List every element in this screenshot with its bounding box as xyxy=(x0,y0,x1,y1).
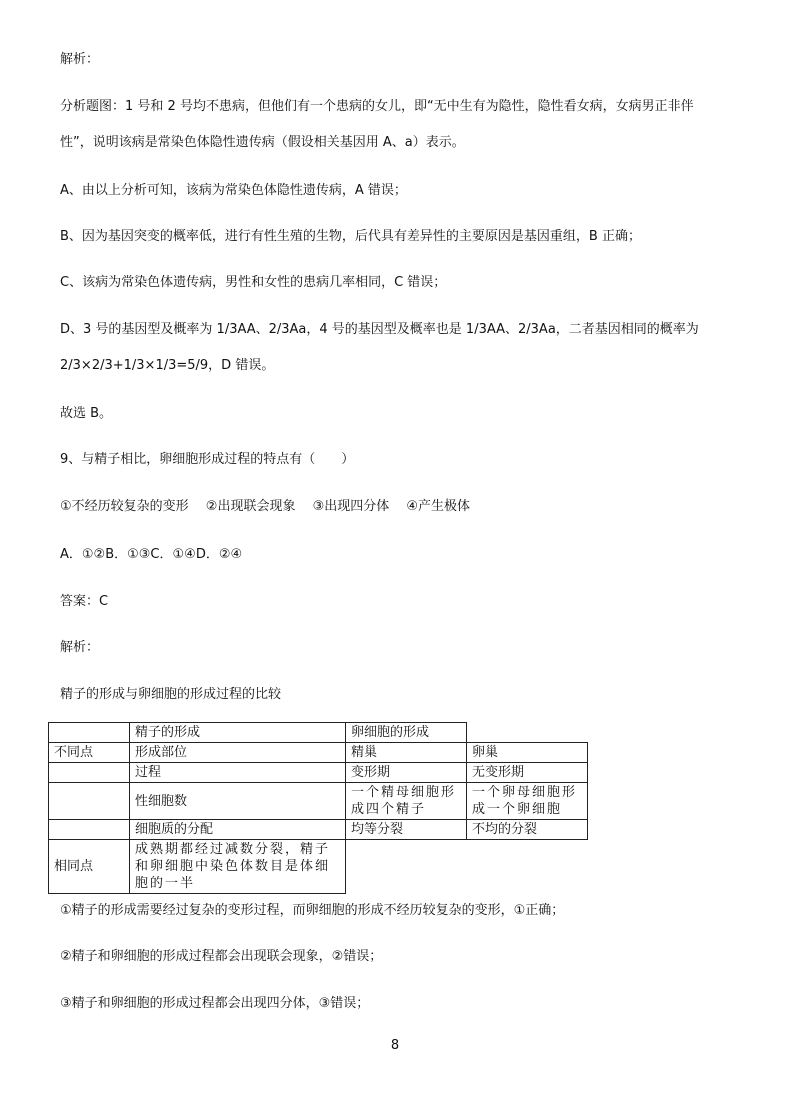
table-cell: 均等分裂 xyxy=(346,820,467,840)
statement-1-analysis: ①精子的形成需要经过复杂的变形过程，而卵细胞的形成不经历较复杂的变形，①正确； xyxy=(60,903,565,918)
option-a-analysis: A、由以上分析可知，该病为常染色体隐性遗传病，A 错误； xyxy=(60,183,407,198)
table-cell xyxy=(49,783,130,820)
table-header-cell: 精子的形成 xyxy=(130,723,346,743)
answer-choice: 故选 B。 xyxy=(60,406,113,421)
table-row xyxy=(49,783,588,820)
question-9-options: A．①②B．①③C．①④D．②④ xyxy=(60,547,243,562)
table-cell: 精巢 xyxy=(346,743,467,763)
table-empty-cell xyxy=(467,840,588,894)
table-cell: 不均的分裂 xyxy=(467,820,588,840)
table-cell xyxy=(49,763,130,783)
table-row xyxy=(49,743,588,763)
table-cell: 性细胞数 xyxy=(130,783,346,820)
table-header-cell: 卵细胞的形成 xyxy=(346,723,467,743)
page-number: 8 xyxy=(390,1038,400,1053)
table-row xyxy=(49,820,588,840)
table-caption: 精子的形成与卵细胞的形成过程的比较 xyxy=(60,687,282,702)
analysis-label: 解析： xyxy=(60,52,100,67)
table-cell: 无变形期 xyxy=(467,763,588,783)
table-cell: 成熟期都经过减数分裂，精子和卵细胞中染色体数目是体细胞的一半 xyxy=(130,840,346,894)
table-row xyxy=(49,840,588,894)
table-cell: 相同点 xyxy=(49,840,130,894)
question-9-stem: 9、与精子相比，卵细胞形成过程的特点有（ ） xyxy=(60,452,355,467)
comparison-table xyxy=(48,722,588,894)
table-cell xyxy=(49,723,130,743)
table-header-row xyxy=(49,723,588,743)
answer-line: 答案：C xyxy=(60,594,109,609)
table-cell: 变形期 xyxy=(346,763,467,783)
option-d-analysis-cont: 2/3×2/3+1/3×1/3=5/9，D 错误。 xyxy=(60,358,275,373)
table-row xyxy=(49,763,588,783)
table-cell: 卵巢 xyxy=(467,743,588,763)
table-cell: 形成部位 xyxy=(130,743,346,763)
table-cell: 过程 xyxy=(130,763,346,783)
analysis-paragraph-1-cont: 性”，说明该病是常染色体隐性遗传病（假设相关基因用 A、a）表示。 xyxy=(60,135,465,150)
table-empty-cell xyxy=(467,723,588,743)
statement-3-analysis: ③精子和卵细胞的形成过程都会出现四分体，③错误； xyxy=(60,996,370,1011)
table-cell: 细胞质的分配 xyxy=(130,820,346,840)
option-c-analysis: C、该病为常染色体遗传病，男性和女性的患病几率相同，C 错误； xyxy=(60,275,447,290)
analysis-label-2: 解析： xyxy=(60,640,100,655)
option-b-analysis: B、因为基因突变的概率低，进行有性生殖的生物，后代具有差异性的主要原因是基因重组，B 正确； xyxy=(60,229,641,244)
statement-2-analysis: ②精子和卵细胞的形成过程都会出现联会现象，②错误； xyxy=(60,949,383,964)
table-cell: 一个精母细胞形成四个精子 xyxy=(346,783,467,820)
table-cell xyxy=(49,820,130,840)
analysis-paragraph-1: 分析题图：1 号和 2 号均不患病，但他们有一个患病的女儿，即“无中生有为隐性，隐性看女病，女病男正非伴 xyxy=(60,99,694,114)
table-cell: 不同点 xyxy=(49,743,130,763)
question-9-statements: ①不经历较复杂的变形 ②出现联会现象 ③出现四分体 ④产生极体 xyxy=(60,499,471,514)
option-d-analysis: D、3 号的基因型及概率为 1/3AA、2/3Aa，4 号的基因型及概率也是 1/3AA、2/3Aa，二者基因相同的概率为 xyxy=(60,322,699,337)
table-cell: 一个卵母细胞形成一个卵细胞 xyxy=(467,783,588,820)
table-empty-cell xyxy=(346,840,467,894)
